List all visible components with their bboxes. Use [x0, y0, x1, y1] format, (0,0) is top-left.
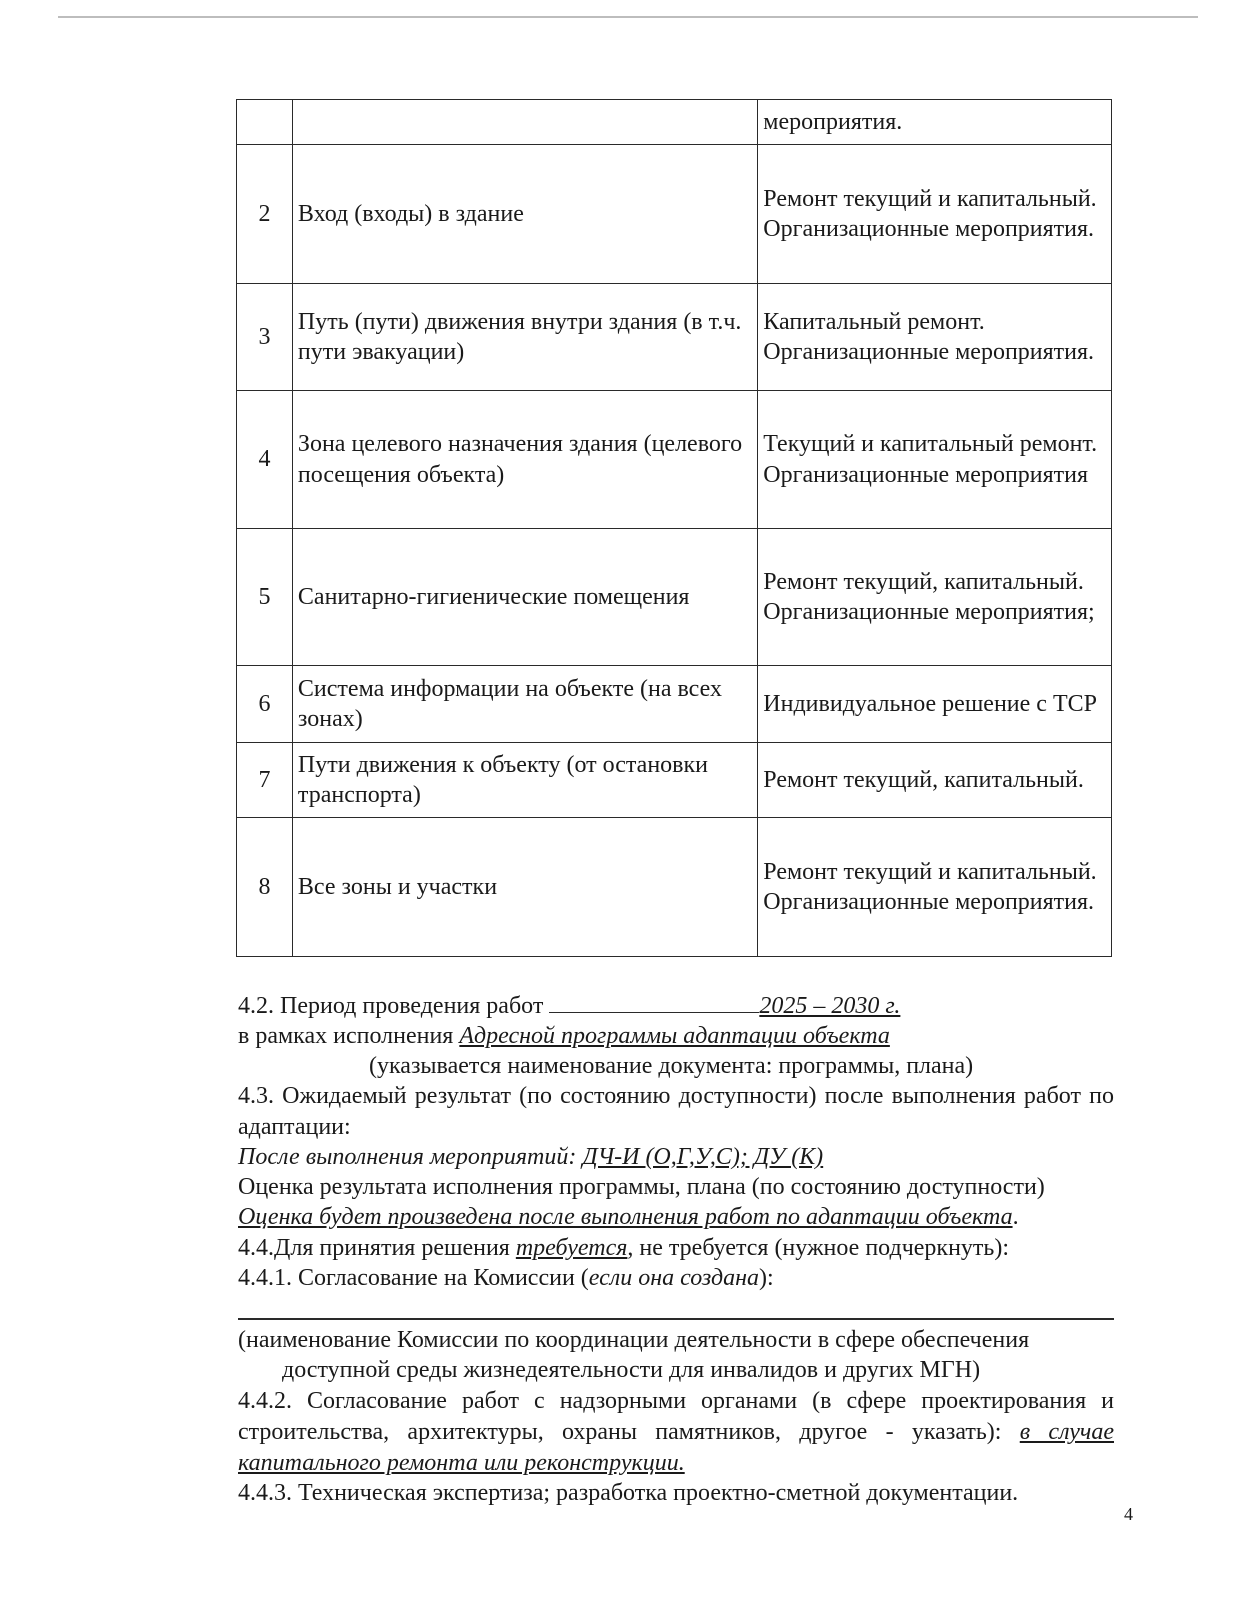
- row-action: Индивидуальное решение с ТСР: [758, 666, 1112, 743]
- commission-italic: если она создана: [588, 1265, 759, 1291]
- expertise-line: 4.4.3. Техническая экспертиза; разработка проектно-сметной документации.: [238, 1480, 1019, 1506]
- row-action: мероприятия.: [758, 100, 1112, 145]
- decision-prefix: 4.4.Для принятия решения: [238, 1235, 516, 1261]
- row-action: Капитальный ремонт. Организационные мероприятия.: [758, 284, 1112, 391]
- result-prefix: После выполнения мероприятий:: [238, 1144, 583, 1170]
- period-label: 4.2. Период проведения работ: [238, 993, 544, 1019]
- row-number: 5: [237, 529, 293, 666]
- period-value: 2025 – 2030 г.: [759, 993, 901, 1019]
- table-row: [237, 391, 1112, 529]
- row-action: Текущий и капитальный ремонт. Организационные мероприятия: [758, 391, 1112, 529]
- row-action: Ремонт текущий и капитальный. Организационные мероприятия.: [758, 818, 1112, 957]
- row-number: 6: [237, 666, 293, 743]
- expected-result-line: [238, 1142, 1138, 1173]
- program-name: Адресной программы адаптации объекта: [459, 1023, 890, 1049]
- table-row: [237, 743, 1112, 818]
- row-action: Ремонт текущий, капитальный. Организационные мероприятия;: [758, 529, 1112, 666]
- row-action: Ремонт текущий и капитальный. Организационные мероприятия.: [758, 145, 1112, 284]
- row-number: [237, 100, 293, 145]
- row-number: 3: [237, 284, 293, 391]
- row-object: [292, 100, 757, 145]
- row-action: Ремонт текущий, капитальный.: [758, 743, 1112, 818]
- row-object: Зона целевого назначения здания (целевого посещения объекта): [292, 391, 757, 529]
- row-number: 4: [237, 391, 293, 529]
- commission-prefix: 4.4.1. Согласование на Комиссии: [238, 1265, 581, 1291]
- decision-suffix: , не требуется (нужное подчеркнуть):: [627, 1235, 1010, 1261]
- table-row: [237, 284, 1112, 391]
- table-row: [237, 529, 1112, 666]
- assessment-label: Оценка результата исполнения программы, плана (по состоянию доступности): [238, 1174, 1045, 1200]
- row-object: Пути движения к объекту (от остановки транспорта): [292, 743, 757, 818]
- supervision-paragraph: [238, 1386, 1114, 1479]
- supervision-text: 4.4.2. Согласование работ с надзорными органами (в сфере проектирования и строительства, архитектуры, охраны памятников, другое - указать):: [238, 1388, 1114, 1445]
- assessment-value: Оценка будет произведена после выполнения работ по адаптации объекта: [238, 1204, 1013, 1230]
- adaptation-table: [236, 99, 1112, 957]
- table-row: [237, 100, 1112, 145]
- program-note: (указывается наименование документа: программы, плана): [369, 1053, 974, 1079]
- row-number: 7: [237, 743, 293, 818]
- table-row: [237, 666, 1112, 743]
- page-top-rule: [58, 16, 1198, 18]
- page-number: 4: [1124, 1504, 1133, 1524]
- assessment-line: [238, 1202, 1138, 1233]
- row-object: Путь (пути) движения внутри здания (в т.ч. пути эвакуации): [292, 284, 757, 391]
- commission-caption-2: доступной среды жизнедеятельности для инвалидов и других МГН): [282, 1357, 981, 1383]
- row-object: Санитарно-гигиенические помещения: [292, 529, 757, 666]
- commission-blank-line: [238, 1318, 1114, 1320]
- assessment-end: .: [1012, 1204, 1019, 1230]
- section-4-2-line: [238, 990, 1138, 1022]
- row-number: 2: [237, 145, 293, 284]
- row-number: 8: [237, 818, 293, 957]
- commission-suffix: ):: [759, 1265, 774, 1291]
- row-object: Все зоны и участки: [292, 818, 757, 957]
- row-object: Вход (входы) в здание: [292, 145, 757, 284]
- commission-caption-1: (наименование Комиссии по координации деятельности в сфере обеспечения: [238, 1327, 1030, 1353]
- commission-line: [238, 1263, 1138, 1294]
- program-prefix: в рамках исполнения: [238, 1023, 460, 1049]
- result-value: ДЧ-И (О,Г,У,С); ДУ (К): [582, 1144, 824, 1170]
- decision-line: [238, 1233, 1138, 1264]
- row-object: Система информации на объекте (на всех зонах): [292, 666, 757, 743]
- table-row: [237, 145, 1112, 284]
- commission-paren: (: [580, 1265, 589, 1291]
- program-line: [238, 1021, 1138, 1052]
- table-row: [237, 818, 1112, 957]
- decision-required: требуется: [515, 1235, 628, 1261]
- period-blank-line: [549, 990, 759, 1013]
- expected-result-paragraph: 4.3. Ожидаемый результат (по состоянию доступности) после выполнения работ по адаптации:: [238, 1083, 1114, 1140]
- supervision-italic: в случае капитального ремонта или реконструкции.: [238, 1419, 1114, 1476]
